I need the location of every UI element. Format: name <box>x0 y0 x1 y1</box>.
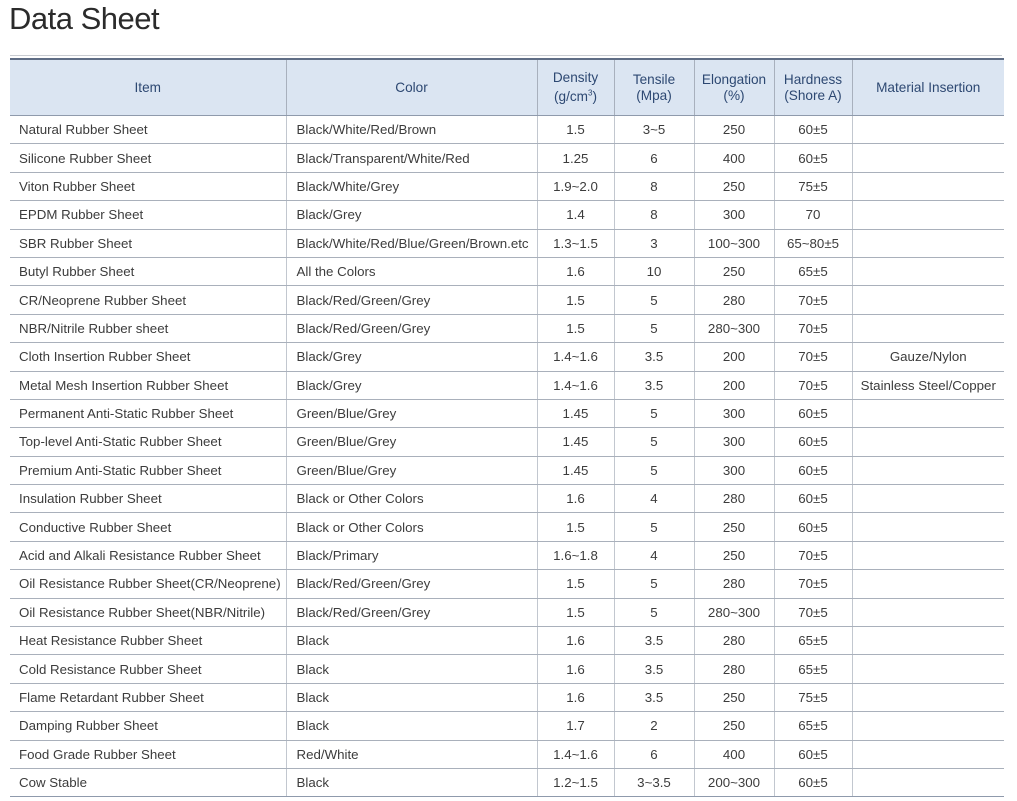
cell-elongation: 200 <box>694 343 774 371</box>
cell-tensile: 6 <box>614 144 694 172</box>
cell-tensile: 2 <box>614 712 694 740</box>
table-row <box>10 683 1004 711</box>
cell-material-insertion <box>852 201 1004 229</box>
cell-tensile: 5 <box>614 456 694 484</box>
cell-density: 1.25 <box>537 144 614 172</box>
cell-item: Top-level Anti-Static Rubber Sheet <box>10 428 286 456</box>
cell-density: 1.4~1.6 <box>537 740 614 768</box>
cell-material-insertion <box>852 314 1004 342</box>
cell-elongation: 300 <box>694 428 774 456</box>
cell-tensile: 8 <box>614 201 694 229</box>
cell-material-insertion <box>852 712 1004 740</box>
cell-item: Damping Rubber Sheet <box>10 712 286 740</box>
cell-material-insertion <box>852 286 1004 314</box>
cell-item: Acid and Alkali Resistance Rubber Sheet <box>10 541 286 569</box>
header-item <box>10 59 286 116</box>
cell-color: All the Colors <box>286 257 537 285</box>
cell-color: Black/Grey <box>286 371 537 399</box>
cell-item: Silicone Rubber Sheet <box>10 144 286 172</box>
cell-density: 1.2~1.5 <box>537 768 614 796</box>
cell-density: 1.5 <box>537 116 614 144</box>
cell-elongation: 250 <box>694 712 774 740</box>
cell-elongation: 280 <box>694 286 774 314</box>
cell-item: EPDM Rubber Sheet <box>10 201 286 229</box>
cell-item: Butyl Rubber Sheet <box>10 257 286 285</box>
cell-material-insertion <box>852 768 1004 796</box>
cell-color: Black/Red/Green/Grey <box>286 286 537 314</box>
header-material-insertion-label: Material Insertion <box>876 79 981 95</box>
cell-material-insertion <box>852 598 1004 626</box>
header-density-label: Density <box>552 69 599 85</box>
cell-color: Black <box>286 768 537 796</box>
cell-color: Black or Other Colors <box>286 485 537 513</box>
cell-material-insertion <box>852 655 1004 683</box>
cell-material-insertion <box>852 172 1004 200</box>
cell-elongation: 250 <box>694 513 774 541</box>
cell-elongation: 280~300 <box>694 314 774 342</box>
cell-density: 1.45 <box>537 399 614 427</box>
cell-tensile: 5 <box>614 598 694 626</box>
cell-hardness: 75±5 <box>774 172 852 200</box>
cell-material-insertion <box>852 627 1004 655</box>
cell-color: Black <box>286 712 537 740</box>
cell-elongation: 200~300 <box>694 768 774 796</box>
density-unit-close: ) <box>592 89 597 105</box>
cell-item: Food Grade Rubber Sheet <box>10 740 286 768</box>
cell-hardness: 60±5 <box>774 144 852 172</box>
cell-color: Black/White/Red/Brown <box>286 116 537 144</box>
table-row <box>10 570 1004 598</box>
table-row <box>10 144 1004 172</box>
table-row <box>10 286 1004 314</box>
cell-color: Black/Primary <box>286 541 537 569</box>
cell-hardness: 70±5 <box>774 570 852 598</box>
cell-color: Black <box>286 655 537 683</box>
cell-density: 1.45 <box>537 456 614 484</box>
cell-density: 1.9~2.0 <box>537 172 614 200</box>
cell-item: NBR/Nitrile Rubber sheet <box>10 314 286 342</box>
cell-color: Black <box>286 683 537 711</box>
cell-material-insertion <box>852 428 1004 456</box>
header-density-unit <box>554 89 597 104</box>
cell-item: Conductive Rubber Sheet <box>10 513 286 541</box>
table-row <box>10 598 1004 626</box>
cell-item: Cow Stable <box>10 768 286 796</box>
cell-hardness: 70±5 <box>774 314 852 342</box>
cell-tensile: 4 <box>614 485 694 513</box>
cell-tensile: 3.5 <box>614 371 694 399</box>
cell-item: Oil Resistance Rubber Sheet(NBR/Nitrile) <box>10 598 286 626</box>
table-row <box>10 740 1004 768</box>
cell-hardness: 65±5 <box>774 712 852 740</box>
header-density <box>537 59 614 116</box>
density-unit-text: (g/cm <box>554 89 588 105</box>
header-row <box>10 59 1004 116</box>
cell-color: Black/White/Red/Blue/Green/Brown.etc <box>286 229 537 257</box>
cell-elongation: 250 <box>694 116 774 144</box>
cell-density: 1.7 <box>537 712 614 740</box>
cell-color: Black/Red/Green/Grey <box>286 598 537 626</box>
cell-item: Flame Retardant Rubber Sheet <box>10 683 286 711</box>
cell-hardness: 65±5 <box>774 257 852 285</box>
cell-material-insertion <box>852 456 1004 484</box>
cell-hardness: 60±5 <box>774 399 852 427</box>
cell-item: Heat Resistance Rubber Sheet <box>10 627 286 655</box>
cell-color: Green/Blue/Grey <box>286 399 537 427</box>
cell-material-insertion <box>852 399 1004 427</box>
cell-color: Black/Transparent/White/Red <box>286 144 537 172</box>
cell-tensile: 4 <box>614 541 694 569</box>
cell-hardness: 70±5 <box>774 286 852 314</box>
cell-color: Black/Grey <box>286 201 537 229</box>
cell-item: Viton Rubber Sheet <box>10 172 286 200</box>
cell-elongation: 300 <box>694 201 774 229</box>
cell-tensile: 5 <box>614 513 694 541</box>
header-material-insertion <box>852 59 1004 116</box>
cell-material-insertion <box>852 541 1004 569</box>
cell-tensile: 3~3.5 <box>614 768 694 796</box>
cell-tensile: 3 <box>614 229 694 257</box>
cell-material-insertion <box>852 485 1004 513</box>
cell-density: 1.4~1.6 <box>537 371 614 399</box>
header-hardness-label: Hardness <box>783 71 843 87</box>
cell-tensile: 5 <box>614 314 694 342</box>
table-row <box>10 513 1004 541</box>
cell-material-insertion <box>852 229 1004 257</box>
table-row <box>10 485 1004 513</box>
cell-hardness: 60±5 <box>774 456 852 484</box>
table-row <box>10 712 1004 740</box>
table-row <box>10 116 1004 144</box>
table-row <box>10 399 1004 427</box>
cell-color: Green/Blue/Grey <box>286 456 537 484</box>
cell-item: Premium Anti-Static Rubber Sheet <box>10 456 286 484</box>
cell-item: Permanent Anti-Static Rubber Sheet <box>10 399 286 427</box>
table-row <box>10 541 1004 569</box>
cell-density: 1.5 <box>537 513 614 541</box>
density-unit-sup: 3 <box>588 88 593 98</box>
page-title: Data Sheet <box>9 1 160 36</box>
table-row <box>10 257 1004 285</box>
title-divider <box>10 55 1002 56</box>
cell-hardness: 60±5 <box>774 485 852 513</box>
cell-material-insertion <box>852 570 1004 598</box>
cell-density: 1.4~1.6 <box>537 343 614 371</box>
cell-elongation: 200 <box>694 371 774 399</box>
header-tensile-label: Tensile <box>632 71 676 87</box>
cell-item: Metal Mesh Insertion Rubber Sheet <box>10 371 286 399</box>
header-color-label: Color <box>395 79 428 95</box>
cell-elongation: 100~300 <box>694 229 774 257</box>
cell-color: Black/White/Grey <box>286 172 537 200</box>
cell-density: 1.6 <box>537 257 614 285</box>
table-body <box>10 116 1004 797</box>
cell-elongation: 300 <box>694 399 774 427</box>
cell-hardness: 60±5 <box>774 768 852 796</box>
cell-hardness: 60±5 <box>774 116 852 144</box>
cell-tensile: 10 <box>614 257 694 285</box>
cell-elongation: 400 <box>694 144 774 172</box>
table-row <box>10 371 1004 399</box>
cell-elongation: 280 <box>694 570 774 598</box>
cell-elongation: 250 <box>694 172 774 200</box>
table-row <box>10 655 1004 683</box>
cell-tensile: 5 <box>614 428 694 456</box>
cell-tensile: 3.5 <box>614 655 694 683</box>
cell-material-insertion <box>852 740 1004 768</box>
cell-material-insertion <box>852 144 1004 172</box>
table-row <box>10 229 1004 257</box>
cell-elongation: 300 <box>694 456 774 484</box>
cell-density: 1.5 <box>537 570 614 598</box>
cell-elongation: 250 <box>694 683 774 711</box>
cell-density: 1.45 <box>537 428 614 456</box>
cell-tensile: 5 <box>614 399 694 427</box>
table-row <box>10 456 1004 484</box>
cell-hardness: 65±5 <box>774 655 852 683</box>
cell-elongation: 280 <box>694 627 774 655</box>
cell-tensile: 3~5 <box>614 116 694 144</box>
cell-item: Natural Rubber Sheet <box>10 116 286 144</box>
cell-item: Oil Resistance Rubber Sheet(CR/Neoprene) <box>10 570 286 598</box>
cell-hardness: 65~80±5 <box>774 229 852 257</box>
table-row <box>10 172 1004 200</box>
table-row <box>10 627 1004 655</box>
header-hardness-unit: (Shore A) <box>784 87 842 103</box>
header-hardness <box>774 59 852 116</box>
cell-item: Insulation Rubber Sheet <box>10 485 286 513</box>
cell-hardness: 70±5 <box>774 541 852 569</box>
cell-item: Cloth Insertion Rubber Sheet <box>10 343 286 371</box>
cell-elongation: 400 <box>694 740 774 768</box>
header-elongation <box>694 59 774 116</box>
cell-hardness: 70±5 <box>774 343 852 371</box>
data-sheet-table <box>10 58 1004 797</box>
cell-color: Black/Grey <box>286 343 537 371</box>
cell-elongation: 280~300 <box>694 598 774 626</box>
cell-tensile: 8 <box>614 172 694 200</box>
cell-hardness: 70±5 <box>774 371 852 399</box>
cell-item: SBR Rubber Sheet <box>10 229 286 257</box>
cell-color: Black/Red/Green/Grey <box>286 314 537 342</box>
cell-hardness: 60±5 <box>774 513 852 541</box>
table-header <box>10 59 1004 116</box>
table-row <box>10 201 1004 229</box>
cell-tensile: 5 <box>614 286 694 314</box>
cell-tensile: 3.5 <box>614 343 694 371</box>
cell-item: Cold Resistance Rubber Sheet <box>10 655 286 683</box>
cell-density: 1.5 <box>537 314 614 342</box>
cell-hardness: 60±5 <box>774 428 852 456</box>
cell-density: 1.6 <box>537 485 614 513</box>
cell-material-insertion: Gauze/Nylon <box>852 343 1004 371</box>
cell-hardness: 75±5 <box>774 683 852 711</box>
cell-elongation: 280 <box>694 485 774 513</box>
table-row <box>10 314 1004 342</box>
cell-elongation: 250 <box>694 541 774 569</box>
cell-tensile: 6 <box>614 740 694 768</box>
cell-material-insertion <box>852 116 1004 144</box>
cell-color: Black/Red/Green/Grey <box>286 570 537 598</box>
cell-color: Green/Blue/Grey <box>286 428 537 456</box>
cell-density: 1.6 <box>537 627 614 655</box>
table-row <box>10 768 1004 796</box>
cell-material-insertion <box>852 683 1004 711</box>
cell-density: 1.5 <box>537 286 614 314</box>
header-tensile-unit: (Mpa) <box>636 87 672 103</box>
table-row <box>10 428 1004 456</box>
header-elongation-label: Elongation <box>701 71 767 87</box>
cell-density: 1.5 <box>537 598 614 626</box>
cell-elongation: 250 <box>694 257 774 285</box>
cell-tensile: 3.5 <box>614 683 694 711</box>
cell-density: 1.6 <box>537 655 614 683</box>
cell-density: 1.3~1.5 <box>537 229 614 257</box>
cell-color: Red/White <box>286 740 537 768</box>
cell-item: CR/Neoprene Rubber Sheet <box>10 286 286 314</box>
cell-hardness: 70 <box>774 201 852 229</box>
cell-color: Black or Other Colors <box>286 513 537 541</box>
cell-material-insertion <box>852 513 1004 541</box>
table-row <box>10 343 1004 371</box>
cell-material-insertion: Stainless Steel/Copper <box>852 371 1004 399</box>
header-elongation-unit: (%) <box>723 87 745 103</box>
cell-hardness: 60±5 <box>774 740 852 768</box>
header-color <box>286 59 537 116</box>
header-item-label: Item <box>134 79 161 95</box>
cell-tensile: 3.5 <box>614 627 694 655</box>
cell-material-insertion <box>852 257 1004 285</box>
header-tensile <box>614 59 694 116</box>
cell-density: 1.4 <box>537 201 614 229</box>
cell-density: 1.6 <box>537 683 614 711</box>
cell-tensile: 5 <box>614 570 694 598</box>
cell-hardness: 70±5 <box>774 598 852 626</box>
cell-hardness: 65±5 <box>774 627 852 655</box>
cell-density: 1.6~1.8 <box>537 541 614 569</box>
cell-elongation: 280 <box>694 655 774 683</box>
cell-color: Black <box>286 627 537 655</box>
